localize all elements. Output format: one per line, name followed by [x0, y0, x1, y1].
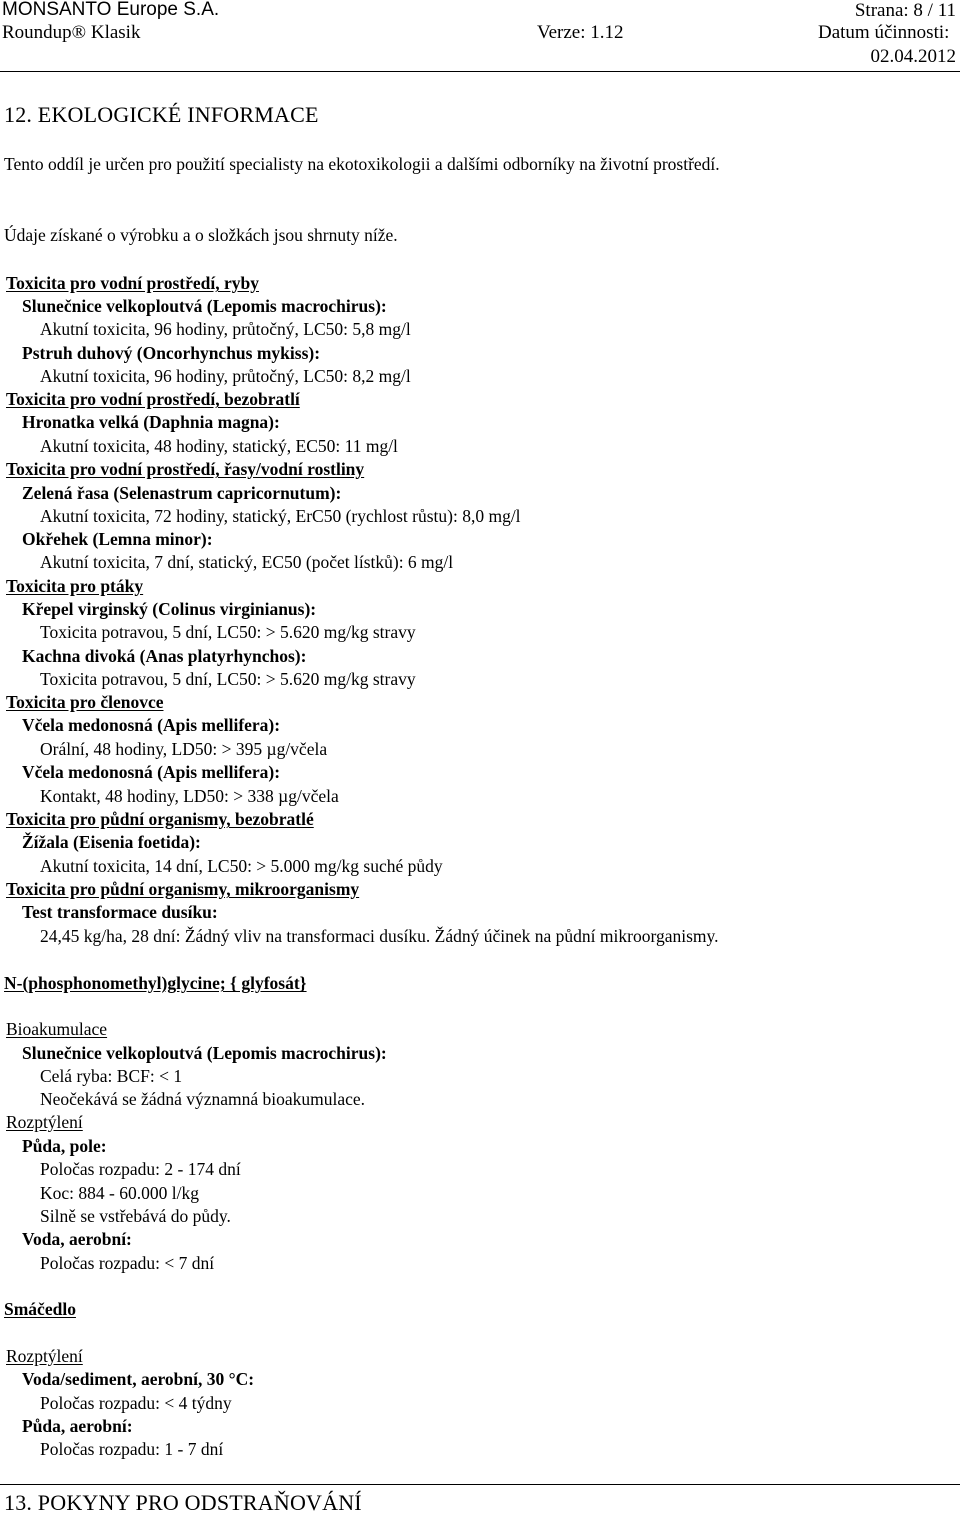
version-label: Verze: 1.12 [537, 22, 624, 43]
species-label: Pstruh duhový (Oncorhynchus mykiss): [22, 343, 321, 363]
toxicity-value: Akutní toxicita, 96 hodiny, průtočný, LC50: 5,8 mg/l [40, 319, 411, 339]
species-label: Okřehek (Lemna minor): [22, 529, 213, 549]
section-13-title: 13. POKYNY PRO ODSTRAŇOVÁNÍ [4, 1490, 362, 1515]
toxicity-value: Orální, 48 hodiny, LD50: > 395 µg/včela [40, 739, 328, 759]
effective-date-label: Datum účinnosti: [818, 22, 950, 43]
species-label: Včela medonosná (Apis mellifera): [22, 715, 281, 735]
toxicity-value: Kontakt, 48 hodiny, LD50: > 338 µg/včela [40, 786, 339, 806]
half-life-value: Poločas rozpadu: < 4 týdny [40, 1393, 232, 1413]
half-life-value: Poločas rozpadu: < 7 dní [40, 1253, 215, 1273]
surfactant-heading: Smáčedlo [4, 1299, 76, 1319]
toxicity-value: Akutní toxicita, 96 hodiny, průtočný, LC50: 8,2 mg/l [40, 366, 411, 386]
species-label: Hronatka velká (Daphnia magna): [22, 412, 280, 432]
toxicity-value: Akutní toxicita, 72 hodiny, statický, ErC50 (rychlost růstu): 8,0 mg/l [40, 506, 521, 526]
species-label: Zelená řasa (Selenastrum capricornutum): [22, 483, 342, 503]
toxicity-value: Akutní toxicita, 14 dní, LC50: > 5.000 mg/kg suché půdy [40, 856, 443, 876]
species-label: Kachna divoká (Anas platyrhynchos): [22, 646, 307, 666]
absorption-note: Silně se vstřebává do půdy. [40, 1206, 231, 1226]
bcf-value: Celá ryba: BCF: < 1 [40, 1066, 183, 1086]
species-label: Včela medonosná (Apis mellifera): [22, 762, 281, 782]
soil-microorganisms-heading: Toxicita pro půdní organismy, mikroorganismy [6, 879, 360, 899]
dispersion-heading: Rozptýlení [6, 1112, 83, 1132]
species-label: Křepel virginský (Colinus virginianus): [22, 599, 317, 619]
arthropods-heading: Toxicita pro členovce [6, 692, 164, 712]
toxicity-value: Toxicita potravou, 5 dní, LC50: > 5.620 mg/kg stravy [40, 622, 416, 642]
dispersion-heading: Rozptýlení [6, 1346, 83, 1366]
test-label: Test transformace dusíku: [22, 902, 218, 922]
species-label: Slunečnice velkoploutvá (Lepomis macrochirus): [22, 296, 387, 316]
section-12-title: 12. EKOLOGICKÉ INFORMACE [4, 102, 319, 127]
water-aerobic-label: Voda, aerobní: [22, 1229, 132, 1249]
section-13-rule [0, 1484, 960, 1485]
half-life-value: Poločas rozpadu: 2 - 174 dní [40, 1159, 241, 1179]
effective-date: 02.04.2012 [870, 46, 956, 67]
bioaccumulation-heading: Bioakumulace [6, 1019, 108, 1039]
document-subheader [0, 22, 960, 46]
bioaccumulation-note: Neočekává se žádná významná bioakumulace. [40, 1089, 366, 1109]
half-life-value: Poločas rozpadu: 1 - 7 dní [40, 1439, 224, 1459]
soil-field-label: Půda, pole: [22, 1136, 107, 1156]
test-value: 24,45 kg/ha, 28 dní: Žádný vliv na transformaci dusíku. Žádný účinek na půdní mikroorganismy. [40, 926, 719, 946]
document-date-row [0, 46, 960, 70]
soil-aerobic-label: Půda, aerobní: [22, 1416, 133, 1436]
species-label: Slunečnice velkoploutvá (Lepomis macrochirus): [22, 1043, 387, 1063]
product-name: Roundup® Klasik [2, 22, 141, 43]
header-rule [0, 71, 960, 72]
toxicity-value: Akutní toxicita, 7 dní, statický, EC50 (počet lístků): 6 mg/l [40, 552, 454, 572]
document-header [0, 0, 960, 24]
toxicity-value: Toxicita potravou, 5 dní, LC50: > 5.620 mg/kg stravy [40, 669, 416, 689]
page-number: Strana: 8 / 11 [854, 0, 956, 21]
soil-invertebrates-heading: Toxicita pro půdní organismy, bezobratlé [6, 809, 314, 829]
toxicity-value: Akutní toxicita, 48 hodiny, statický, EC50: 11 mg/l [40, 436, 398, 456]
company-name: MONSANTO Europe S.A. [2, 0, 220, 20]
sediment-label: Voda/sediment, aerobní, 30 °C: [22, 1369, 255, 1389]
section-summary: Údaje získané o výrobku a o složkách jsou shrnuty níže. [4, 225, 398, 245]
glyphosate-heading: N-(phosphonomethyl)glycine; { glyfosát} [4, 973, 307, 993]
birds-heading: Toxicita pro ptáky [6, 576, 144, 596]
species-label: Žížala (Eisenia foetida): [22, 832, 201, 852]
section-intro: Tento oddíl je určen pro použití specialisty na ekotoxikologii a dalšími odborníky na životní prostředí. [4, 154, 720, 174]
invertebrates-heading: Toxicita pro vodní prostředí, bezobratlí [6, 389, 300, 409]
koc-value: Koc: 884 - 60.000 l/kg [40, 1183, 199, 1203]
fish-heading: Toxicita pro vodní prostředí, ryby [6, 273, 259, 293]
algae-heading: Toxicita pro vodní prostředí, řasy/vodní rostliny [6, 459, 365, 479]
